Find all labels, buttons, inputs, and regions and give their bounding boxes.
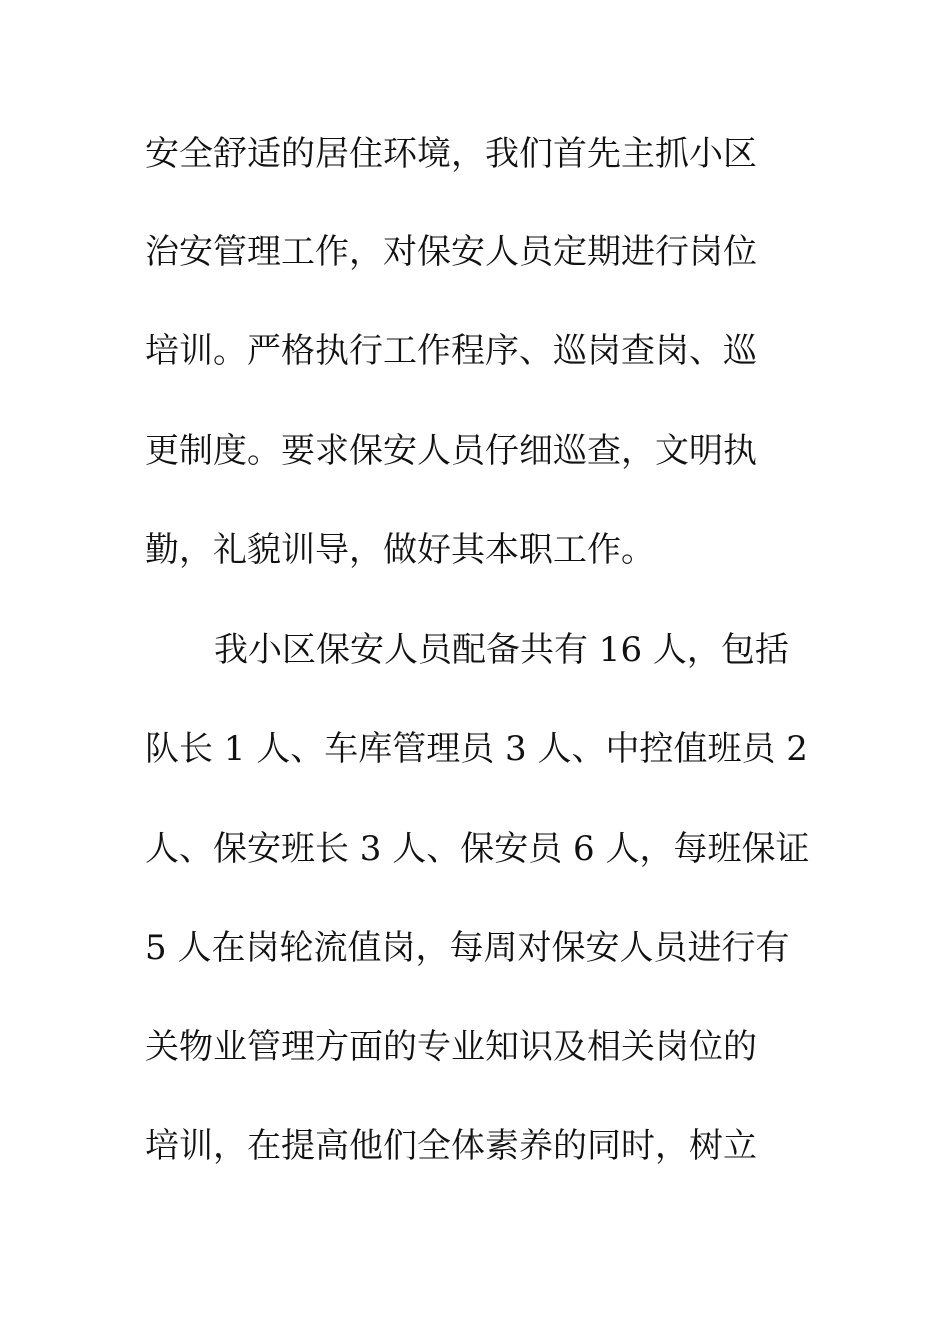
text-line: 更制度。要求保安人员仔细巡查，文明执 [145, 431, 757, 471]
text-line: 5 人在岗轮流值岗，每周对保安人员进行有 [145, 928, 790, 968]
text-line: 培训，在提高他们全体素养的同时，树立 [145, 1126, 757, 1166]
text-line: 培训。严格执行工作程序、巡岗查岗、巡 [145, 331, 757, 371]
text-line: 安全舒适的居住环境，我们首先主抓小区 [145, 134, 757, 174]
paragraph-first-line: 我小区保安人员配备共有 16 人，包括 [214, 630, 789, 670]
text-line: 人、保安班长 3 人、保安员 6 人，每班保证 [145, 829, 810, 869]
text-line: 关物业管理方面的专业知识及相关岗位的 [145, 1027, 757, 1067]
text-line: 队长 1 人、车库管理员 3 人、中控值班员 2 [145, 729, 808, 769]
text-line: 治安管理工作，对保安人员定期进行岗位 [145, 232, 757, 272]
text-line: 勤，礼貌训导，做好其本职工作。 [145, 530, 655, 570]
